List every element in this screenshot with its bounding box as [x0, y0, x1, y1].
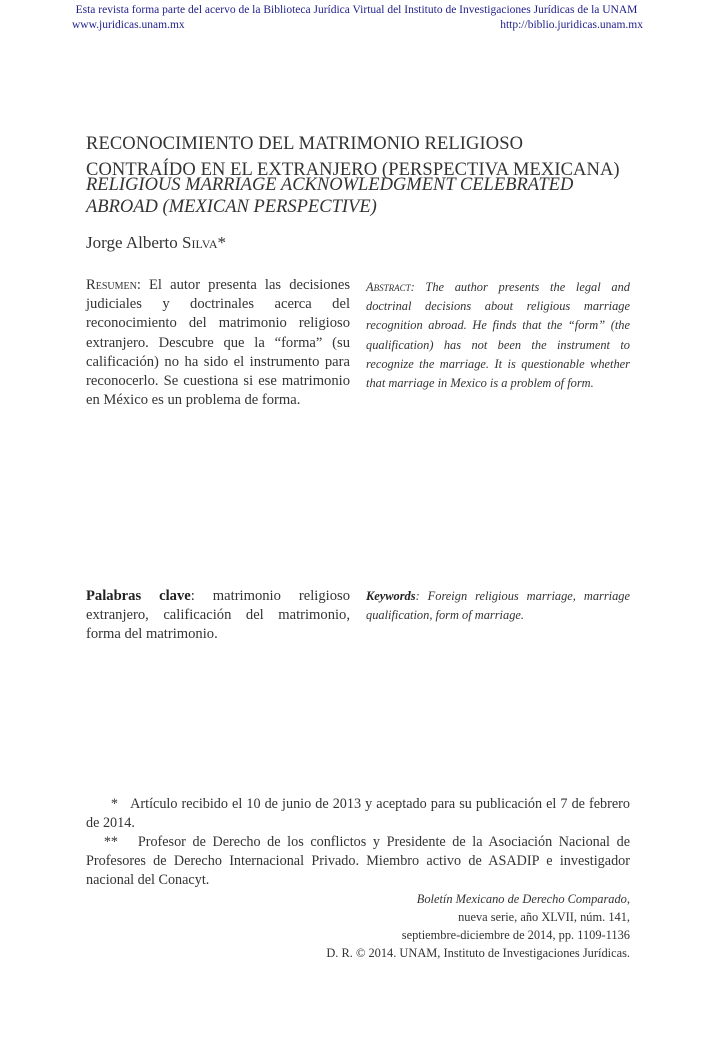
- repository-notice: Esta revista forma parte del acervo de la Biblioteca Jurídica Virtual del Instituto de Investigaciones Jurídicas de la UNAM: [75, 4, 638, 16]
- footnote-2-mark: **: [103, 834, 118, 850]
- footnote-1-text: Artículo recibido el 10 de junio de 2013 y aceptado para su publicación el 7 de febrero de 2014.: [86, 796, 630, 831]
- author-given-name: Jorge Alberto: [86, 233, 183, 252]
- footnote-1-mark: *: [110, 796, 118, 812]
- abstract-spanish-text: : El autor presenta las decisiones judiciales y doctrinales acerca del reconocimiento del matrimonio religioso extranjero. Descubre que la “forma” (su calificación) no ha sido el instrumento para reconocerlo. Se cuestiona si ese matrimonio en México es un problema de forma.: [86, 277, 350, 409]
- abstract-english-label: Abstract: [366, 280, 411, 294]
- footnote-2-text: Profesor de Derecho de los conflictos y Presidente de la Asociación Nacional de Profesores de Derecho Internacional Privado. Miembro activo de ASADIP e investigador nacional del Conacyt.: [86, 834, 630, 888]
- footnote-1: [86, 795, 630, 833]
- author-surname: Silva: [182, 233, 218, 252]
- title-spanish-line-2: CONTRAÍDO EN EL EXTRANJERO (PERSPECTIVA MEXICANA): [86, 160, 620, 180]
- biblio-link[interactable]: http://biblio.juridicas.unam.mx: [500, 19, 643, 31]
- footnote-2: [86, 833, 630, 890]
- copyright-notice: D. R. © 2014. UNAM, Instituto de Investigaciones Jurídicas.: [326, 946, 630, 960]
- keywords-spanish-label: Palabras clave: [86, 588, 191, 604]
- author-name: [86, 233, 226, 253]
- abstract-spanish-label: Resumen: [86, 277, 137, 293]
- keywords-english-text: : Foreign religious marriage, marriage qualification, form of marriage.: [366, 589, 630, 623]
- citation-series: nueva serie, año XLVII, núm. 141,: [458, 910, 630, 924]
- journal-citation: [330, 890, 630, 944]
- keywords-spanish: [86, 587, 350, 645]
- citation-journal: Boletín Mexicano de Derecho Comparado,: [416, 892, 630, 906]
- abstract-spanish: [86, 276, 350, 410]
- title-english: [86, 174, 646, 218]
- title-english-line-2: ABROAD (MEXICAN PERSPECTIVE): [86, 197, 377, 217]
- title-english-line-1: RELIGIOUS MARRIAGE ACKNOWLEDGMENT CELEBRATED: [86, 175, 574, 195]
- author-footnote-mark: *: [217, 233, 226, 252]
- keywords-spanish-text: : matrimonio religioso extranjero, calificación del matrimonio, forma del matrimonio.: [86, 588, 350, 643]
- title-spanish-line-1: RECONOCIMIENTO DEL MATRIMONIO RELIGIOSO: [86, 134, 524, 154]
- keywords-english: [366, 587, 630, 625]
- juridicas-link[interactable]: www.juridicas.unam.mx: [72, 19, 185, 31]
- citation-pages: septiembre-diciembre de 2014, pp. 1109-1136: [401, 928, 630, 942]
- abstract-english: [366, 278, 630, 393]
- keywords-english-label: Keywords: [366, 589, 416, 603]
- abstract-english-text: : The author presents the legal and doctrinal decisions about religious marriage recognition abroad. He finds that the “form” (the qualification) has not been the instrument to recognize the marriage. It is questionable whether that marriage in Mexico is a problem of form.: [366, 280, 630, 391]
